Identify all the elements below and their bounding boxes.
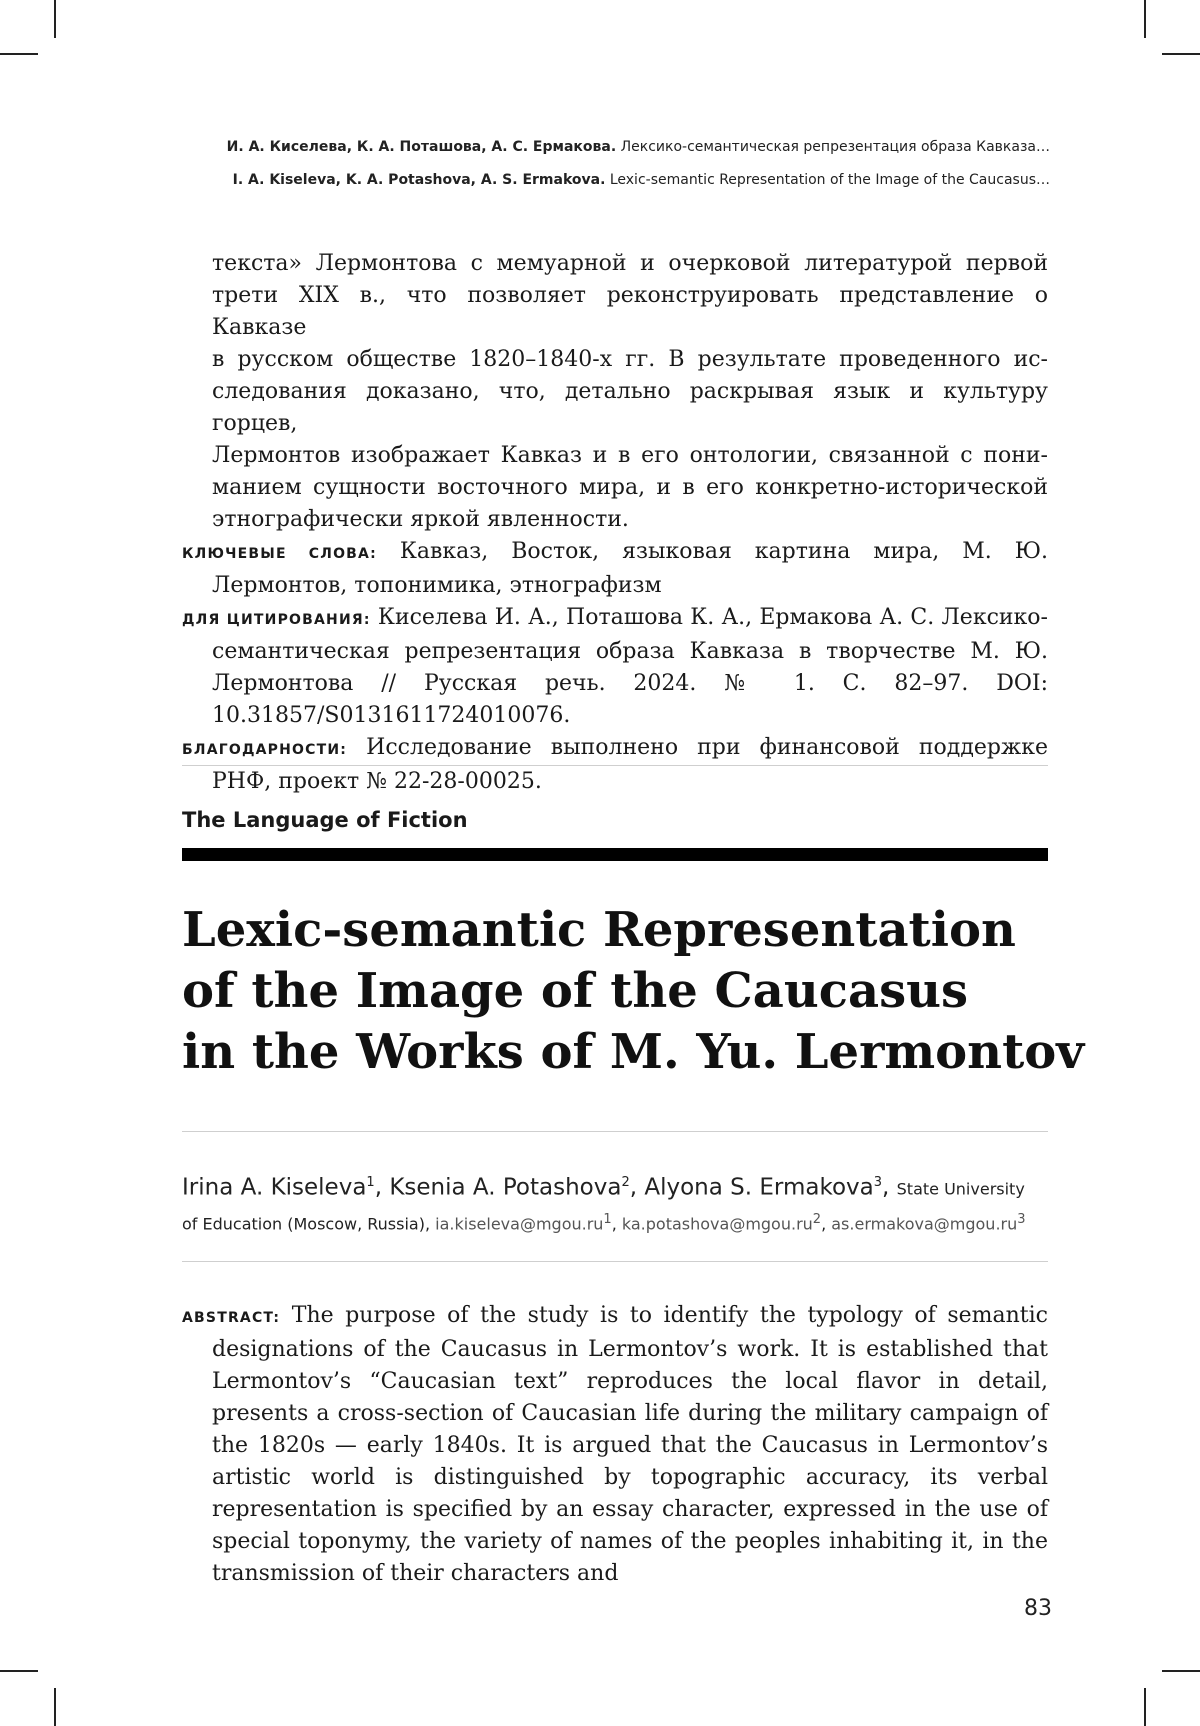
ru-abstract-line: манием сущности восточного мира, и в его конкретно-исторической (212, 475, 1048, 500)
crop-mark (54, 0, 56, 38)
keywords-label: КЛЮЧЕВЫЕ СЛОВА: (182, 546, 377, 562)
affiliation: State University (896, 1179, 1025, 1199)
crop-mark (1162, 53, 1200, 55)
divider (182, 765, 1048, 766)
page-number: 83 (1024, 1596, 1052, 1621)
ru-abstract-line: в русском обществе 1820–1840-х гг. В результате проведенного ис- (212, 347, 1048, 372)
crop-mark (54, 1688, 56, 1726)
crop-mark (1144, 1688, 1146, 1726)
author-sup: 1 (366, 1175, 375, 1190)
running-header-en (233, 172, 1050, 188)
author-sup: 2 (621, 1175, 630, 1190)
divider (182, 1131, 1048, 1132)
email-link[interactable]: ia.kiseleva@mgou.ru (435, 1213, 604, 1233)
header-en-authors: I. A. Kiseleva, K. A. Potashova, A. S. Ermakova. (232, 172, 606, 188)
section-bar (182, 848, 1048, 861)
email-sup: 2 (812, 1211, 822, 1227)
ru-abstract-line: этнографически яркой явленности. (212, 507, 629, 532)
title-line: Lexic-semantic Representation (182, 902, 1016, 958)
affiliation: of Education (Moscow, Russia), (182, 1213, 431, 1233)
header-ru-title: Лексико-семантическая репрезентация образа Кавказа… (620, 139, 1050, 155)
email-sup: 1 (603, 1211, 612, 1227)
citation (182, 602, 1048, 732)
author-name: Irina A. Kiseleva (182, 1174, 367, 1201)
ru-abstract-line: текста» Лермонтова с мемуарной и очерковой литературой первой (212, 251, 1048, 276)
section-title: The Language of Fiction (182, 808, 468, 832)
ru-abstract-continuation (182, 248, 1048, 536)
running-header-ru (227, 139, 1050, 155)
crop-mark (1144, 0, 1146, 38)
ru-abstract-line: Лермонтов изображает Кавказ и в его онтологии, связанной с пони- (212, 443, 1048, 468)
crop-mark (1162, 1670, 1200, 1672)
acknowledgments-label: БЛАГОДАРНОСТИ: (182, 742, 348, 758)
crop-mark (0, 1670, 38, 1672)
author-block (182, 1166, 1062, 1237)
email-link[interactable]: as.ermakova@mgou.ru (831, 1213, 1018, 1233)
article-title (182, 900, 1085, 1083)
keywords-text: Кавказ, Восток, языковая картина мира, М. Ю. Лермонтов, топонимика, этнографизм (212, 539, 1048, 598)
ru-metadata-block (182, 248, 1048, 798)
author-sup: 3 (873, 1175, 883, 1190)
email-link[interactable]: ka.potashova@mgou.ru (621, 1213, 813, 1233)
citation-text: Киселева И. А., Поташова К. А., Ермакова А. С. Лексико-семантическая репрезентация образа Кавказа в творчестве М. Ю. Лермонтова // Русская речь. 2024. № 1. С. 82–97. DOI: 10.31857/S0131611724010076. (212, 605, 1048, 728)
citation-label: ДЛЯ ЦИТИРОВАНИЯ: (182, 612, 371, 628)
affiliation-line: of Education (Moscow, Russia), $ia.kiseleva@mgou.ru^1$, $ka.potashova@mgou.ru^2$, $as.ermakova@mgou.ru^3$ (182, 1211, 1026, 1233)
acknowledgments-text: Исследование выполнено при финансовой поддержке РНФ, проект № 22-28-00025. (212, 735, 1048, 794)
email-sup: 3 (1017, 1211, 1026, 1227)
abstract-label: ABSTRACT: (182, 1310, 281, 1326)
author-name: Ksenia A. Potashova (389, 1174, 622, 1201)
ru-abstract-line: следования доказано, что, детально раскрывая язык и культуру горцев, (212, 379, 1048, 436)
divider (182, 1261, 1048, 1262)
author-line: Irina A. Kiseleva$^1$, Ksenia A. Potashova$^2$, Alyona S. Ermakova$^3$, State University (182, 1174, 1025, 1201)
abstract-block (182, 1300, 1048, 1590)
author-name: Alyona S. Ermakova (644, 1174, 874, 1201)
title-line: of the Image of the Caucasus (182, 963, 969, 1019)
ru-abstract-line: трети XIX в., что позволяет реконструировать представление о Кавказе (212, 283, 1048, 340)
abstract-text: The purpose of the study is to identify the typology of semantic designations of the Caucasus in Lermontov’s work. It is established that Lermontov’s “Caucasian text” reproduces the local flavor in detail, presents a cross-section of Caucasian life during the military campaign of the 1820s — early 1840s. It is argued that the Caucasus in Lermontov’s artistic world is distinguished by topographic accuracy, its verbal representation is specified by an essay character, expressed in the use of special toponymy, the variety of names of the peoples inhabiting it, in the transmission of their characters and (212, 1303, 1048, 1586)
crop-mark (0, 53, 38, 55)
header-ru-authors: И. А. Киселева, К. А. Поташова, А. С. Ермакова. (226, 139, 617, 155)
header-en-title: Lexic-semantic Representation of the Image of the Caucasus… (609, 172, 1050, 188)
keywords (182, 536, 1048, 602)
title-line: in the Works of M. Yu. Lermontov (182, 1024, 1085, 1080)
abstract (182, 1300, 1048, 1590)
